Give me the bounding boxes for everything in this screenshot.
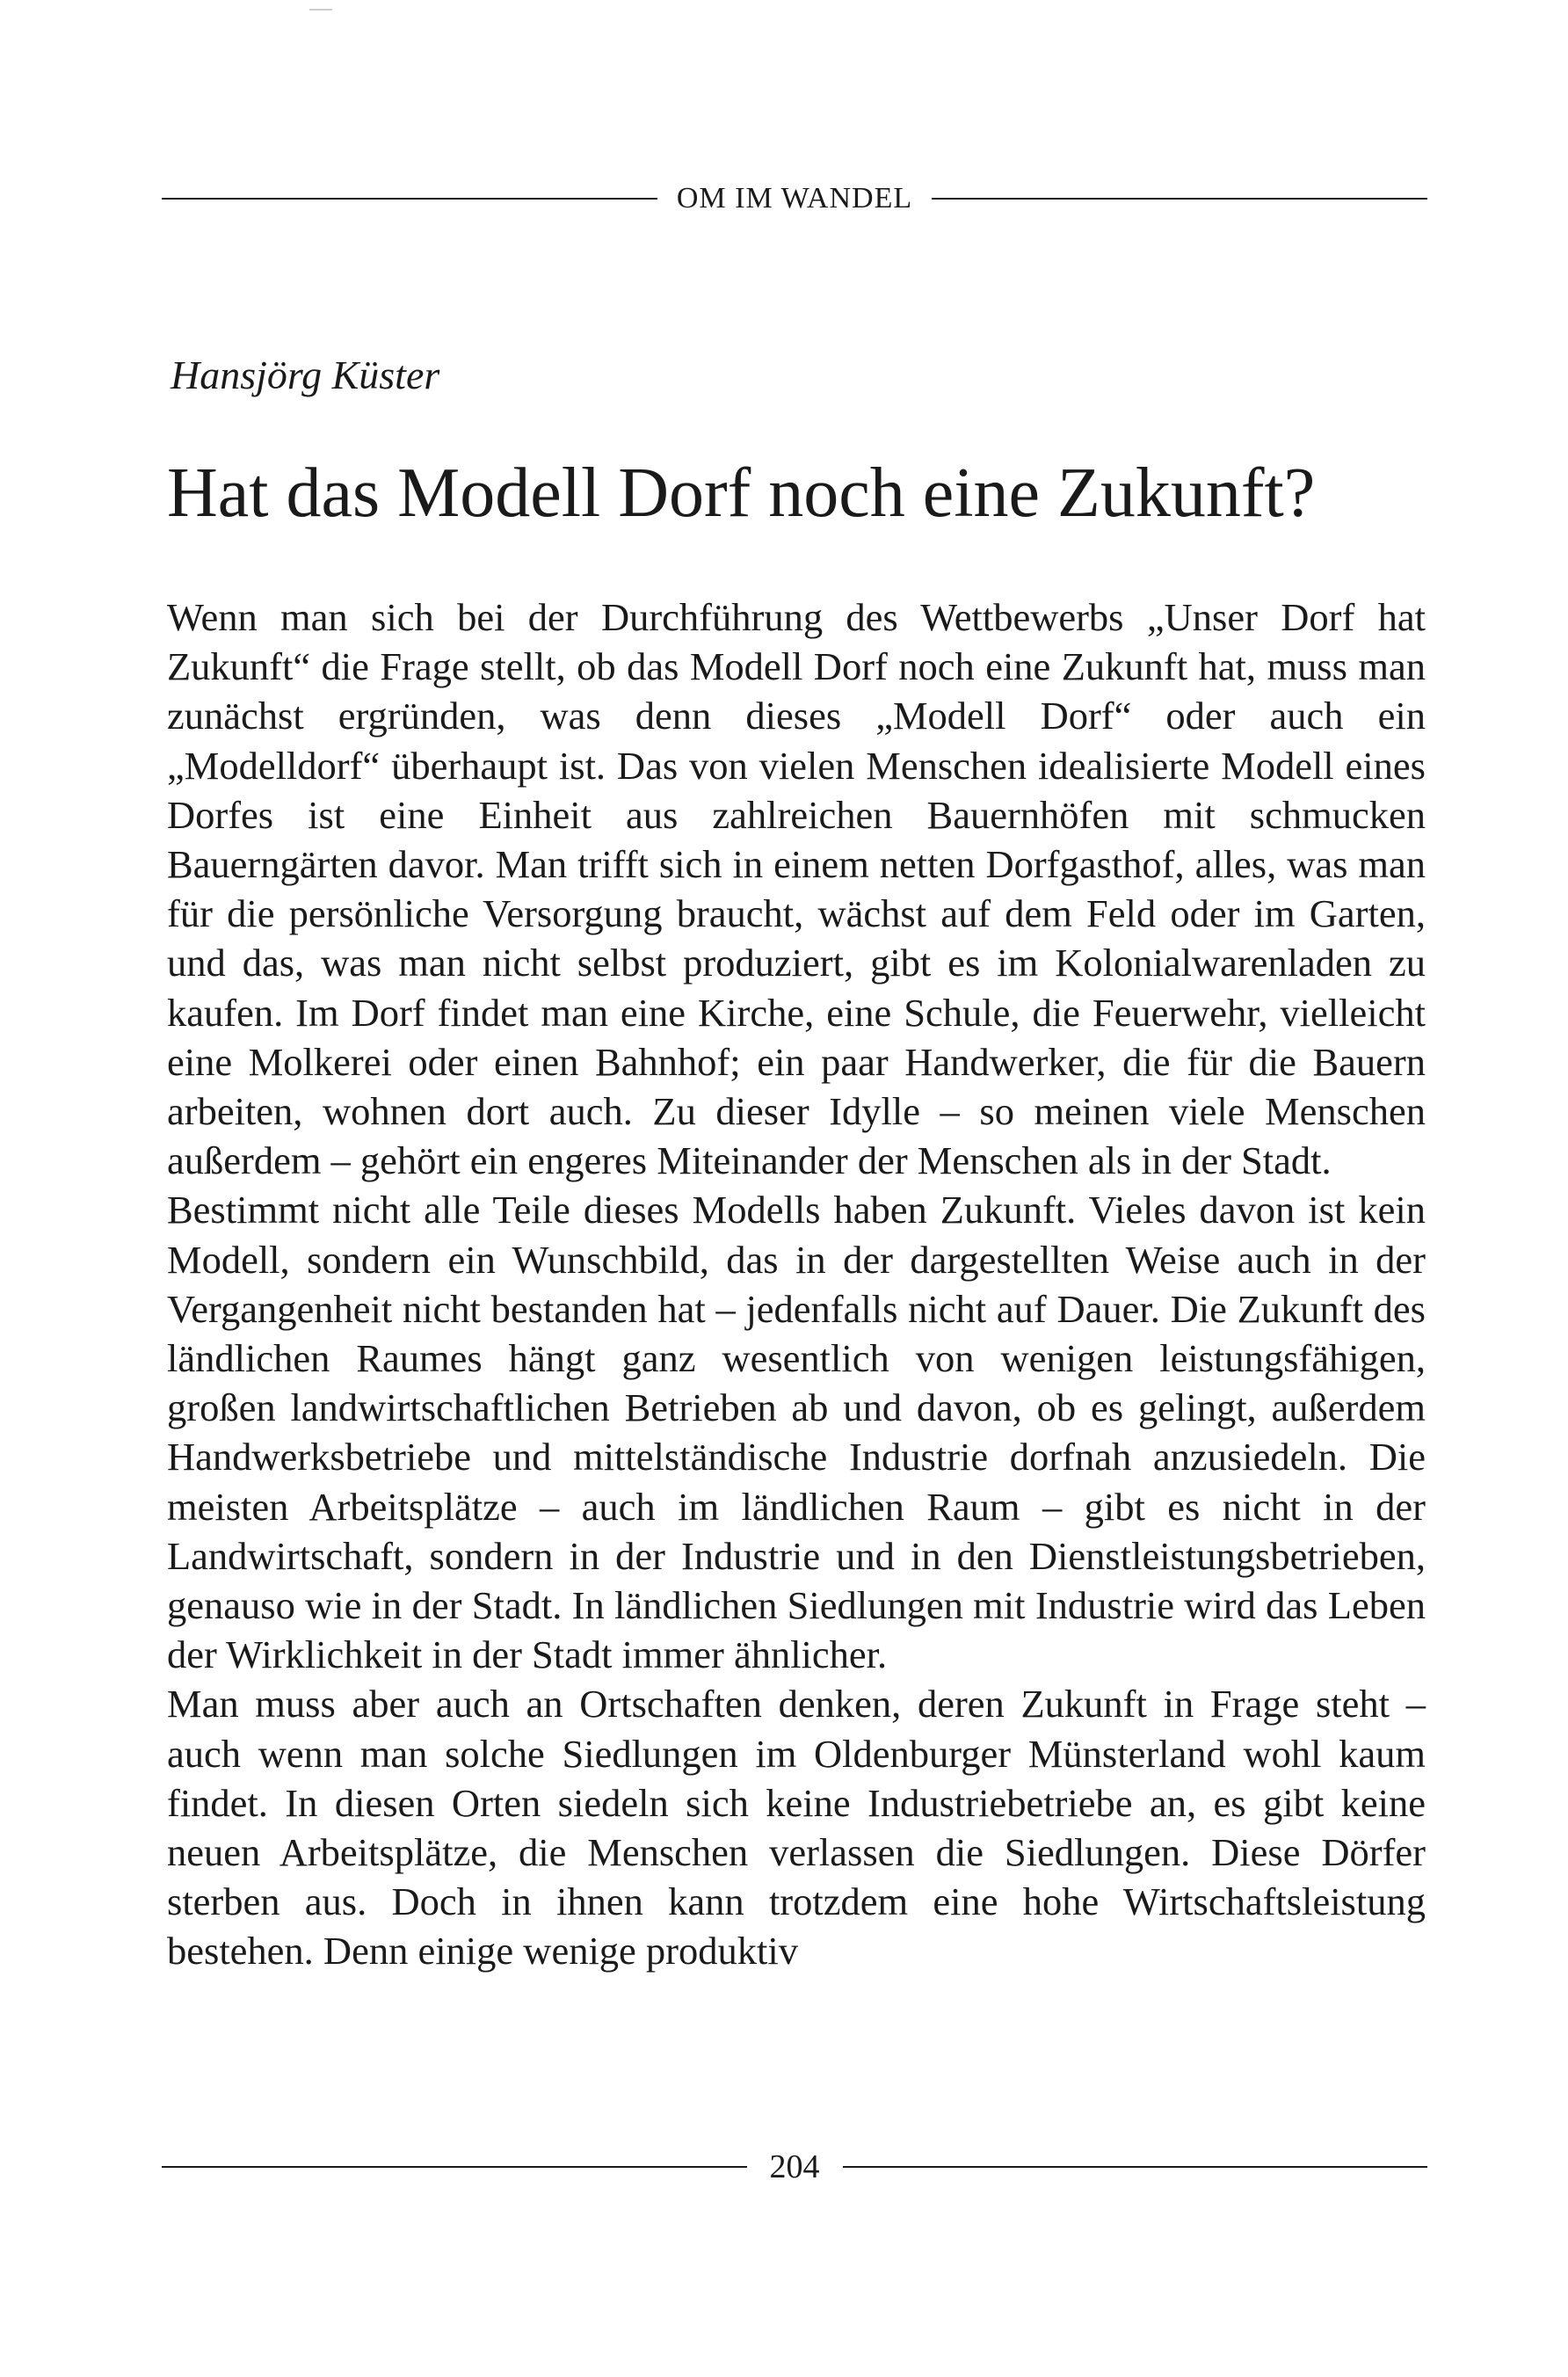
- footer-rule-left: [162, 2166, 747, 2168]
- running-head: [162, 181, 1427, 216]
- page-footer: [162, 2148, 1427, 2186]
- running-head-rule-left: [162, 198, 657, 200]
- body-paragraph: Man muss aber auch an Ortschaften denken, deren Zukunft in Frage steht – auch wenn man solche Siedlungen im Oldenburger Münsterland wohl kaum findet. In diesen Orten siedeln sich keine Industriebetriebe an, es gibt keine neuen Arbeitsplätze, die Menschen verlassen die Siedlungen. Diese Dörfer sterben aus. Doch in ihnen kann trotzdem eine hohe Wirtschaftsleistung bestehen. Denn einige wenige produktiv: [167, 1682, 1426, 1974]
- body-paragraph: Bestimmt nicht alle Teile dieses Modells haben Zukunft. Vieles davon ist kein Modell, sondern ein Wunschbild, das in der dargestellten Weise auch in der Vergangenheit nicht bestanden hat – jedenfalls nicht auf Dauer. Die Zukunft des ländlichen Raumes hängt ganz wesentlich von wenigen leistungsfähigen, großen landwirtschaftlichen Betrieben ab und davon, ob es gelingt, außerdem Handwerksbetriebe und mittelständische Industrie dorfnah anzusiedeln. Die meisten Arbeitsplätze – auch im ländlichen Raum – gibt es nicht in der Landwirtschaft, sondern in der Industrie und in den Dienstleistungsbetrieben, genauso wie in der Stadt. In ländlichen Siedlungen mit Industrie wird das Leben der Wirklichkeit in der Stadt immer ähnlicher.: [167, 1188, 1426, 1677]
- page-number: 204: [769, 2148, 820, 2185]
- body-paragraph: Wenn man sich bei der Durchführung des Wettbewerbs „Unser Dorf hat Zukunft“ die Frage stellt, ob das Modell Dorf noch eine Zukunft hat, muss man zunächst ergründen, was denn dieses „Modell Dorf“ oder auch ein „Modelldorf“ überhaupt ist. Das von vielen Menschen idealisierte Modell eines Dorfes ist eine Einheit aus zahlreichen Bauernhöfen mit schmucken Bauerngärten davor. Man trifft sich in einem netten Dorfgasthof, alles, was man für die persönliche Versorgung braucht, wächst auf dem Feld oder im Garten, und das, was man nicht selbst produziert, gibt es im Kolonialwarenladen zu kaufen. Im Dorf findet man eine Kirche, eine Schule, die Feuerwehr, vielleicht eine Molkerei oder einen Bahnhof; ein paar Handwerker, die für die Bauern arbeiten, wohnen dort auch. Zu dieser Idylle – so meinen viele Menschen außerdem – gehört ein engeres Miteinander der Menschen als in der Stadt.: [167, 595, 1426, 1183]
- article-title: Hat das Modell Dorf noch eine Zukunft?: [167, 454, 1316, 532]
- scan-mark: [309, 9, 332, 11]
- footer-rule-right: [843, 2166, 1428, 2168]
- article-author: Hansjörg Küster: [171, 353, 440, 397]
- running-head-text: OM IM WANDEL: [676, 182, 913, 214]
- running-head-rule-right: [932, 198, 1427, 200]
- article-body: [167, 592, 1426, 1976]
